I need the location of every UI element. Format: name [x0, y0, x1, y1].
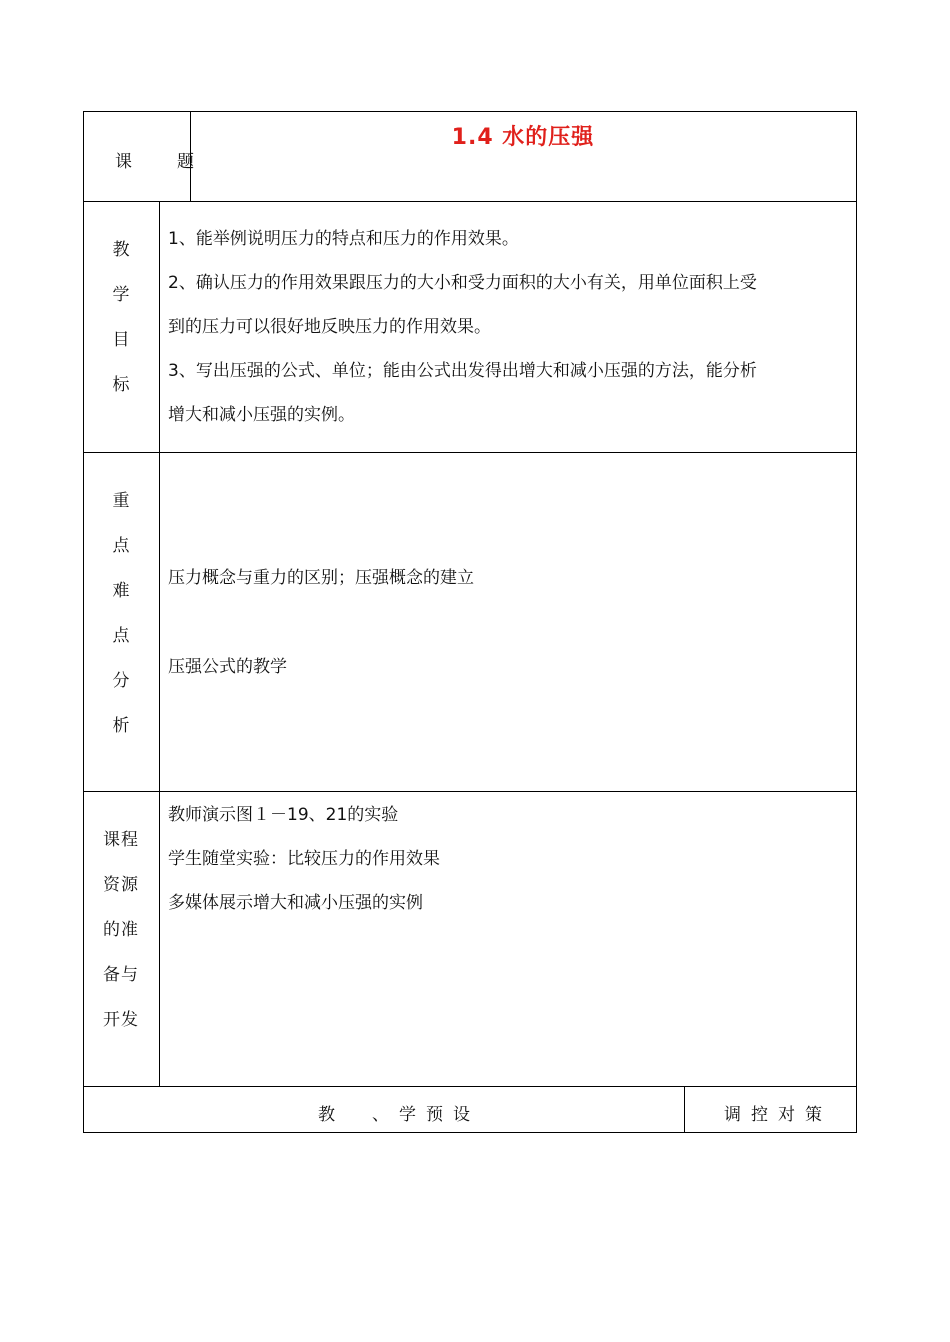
resources-label [84, 818, 158, 1043]
resources-label-chars: 的准 [103, 920, 139, 940]
objective-line: 1、能举例说明压力的特点和压力的作用效果。 [168, 229, 519, 249]
resource-line: 教师演示图１－19、21的实验 [168, 805, 399, 825]
table-border-right [856, 111, 857, 1133]
objective-line: 2、确认压力的作用效果跟压力的大小和受力面积的大小有关，用单位面积上受 [168, 273, 757, 293]
objectives-label-char: 标 [112, 375, 130, 395]
table-border-bottom [83, 1132, 857, 1133]
label-col-divider [159, 201, 160, 1086]
objectives-label-char: 目 [112, 330, 130, 350]
resources-label-chars: 资源 [103, 875, 139, 895]
row-divider-4 [83, 1086, 857, 1087]
keypoint-2: 压强公式的教学 [168, 657, 287, 677]
objective-line: 3、写出压强的公式、单位；能由公式出发得出增大和减小压强的方法，能分析 [168, 361, 757, 381]
objectives-text [168, 217, 757, 437]
resources-text [168, 793, 440, 925]
lesson-title: 1.4 水的压强 [451, 125, 595, 150]
resources-label-chars: 开发 [103, 1010, 139, 1030]
keypoints-label-char: 析 [112, 716, 130, 736]
keypoints-label-char: 重 [112, 491, 130, 511]
teaching-preset-header: 教 、学预设 [318, 1105, 480, 1125]
resources-label-chars: 课程 [103, 830, 139, 850]
topic-label: 课 题 [115, 152, 208, 172]
objectives-label-char: 教 [112, 240, 130, 260]
objectives-label [84, 228, 158, 408]
control-strategy-header: 调控对策 [724, 1105, 832, 1125]
footer-col-divider [684, 1086, 685, 1132]
keypoints-label-char: 点 [112, 626, 130, 646]
resource-line: 多媒体展示增大和减小压强的实例 [168, 893, 423, 913]
resources-label-chars: 备与 [103, 965, 139, 985]
row-divider-1 [83, 201, 857, 202]
keypoint-1: 压力概念与重力的区别；压强概念的建立 [168, 568, 474, 588]
row-divider-3 [83, 791, 857, 792]
keypoints-label-char: 难 [112, 581, 130, 601]
objectives-label-char: 学 [112, 285, 130, 305]
table-border-top [83, 111, 857, 112]
keypoints-label [84, 479, 158, 749]
keypoints-label-char: 分 [112, 671, 130, 691]
objective-line: 增大和减小压强的实例。 [168, 405, 355, 425]
resource-line: 学生随堂实验：比较压力的作用效果 [168, 849, 440, 869]
row-divider-2 [83, 452, 857, 453]
keypoints-label-char: 点 [112, 536, 130, 556]
objective-line: 到的压力可以很好地反映压力的作用效果。 [168, 317, 491, 337]
